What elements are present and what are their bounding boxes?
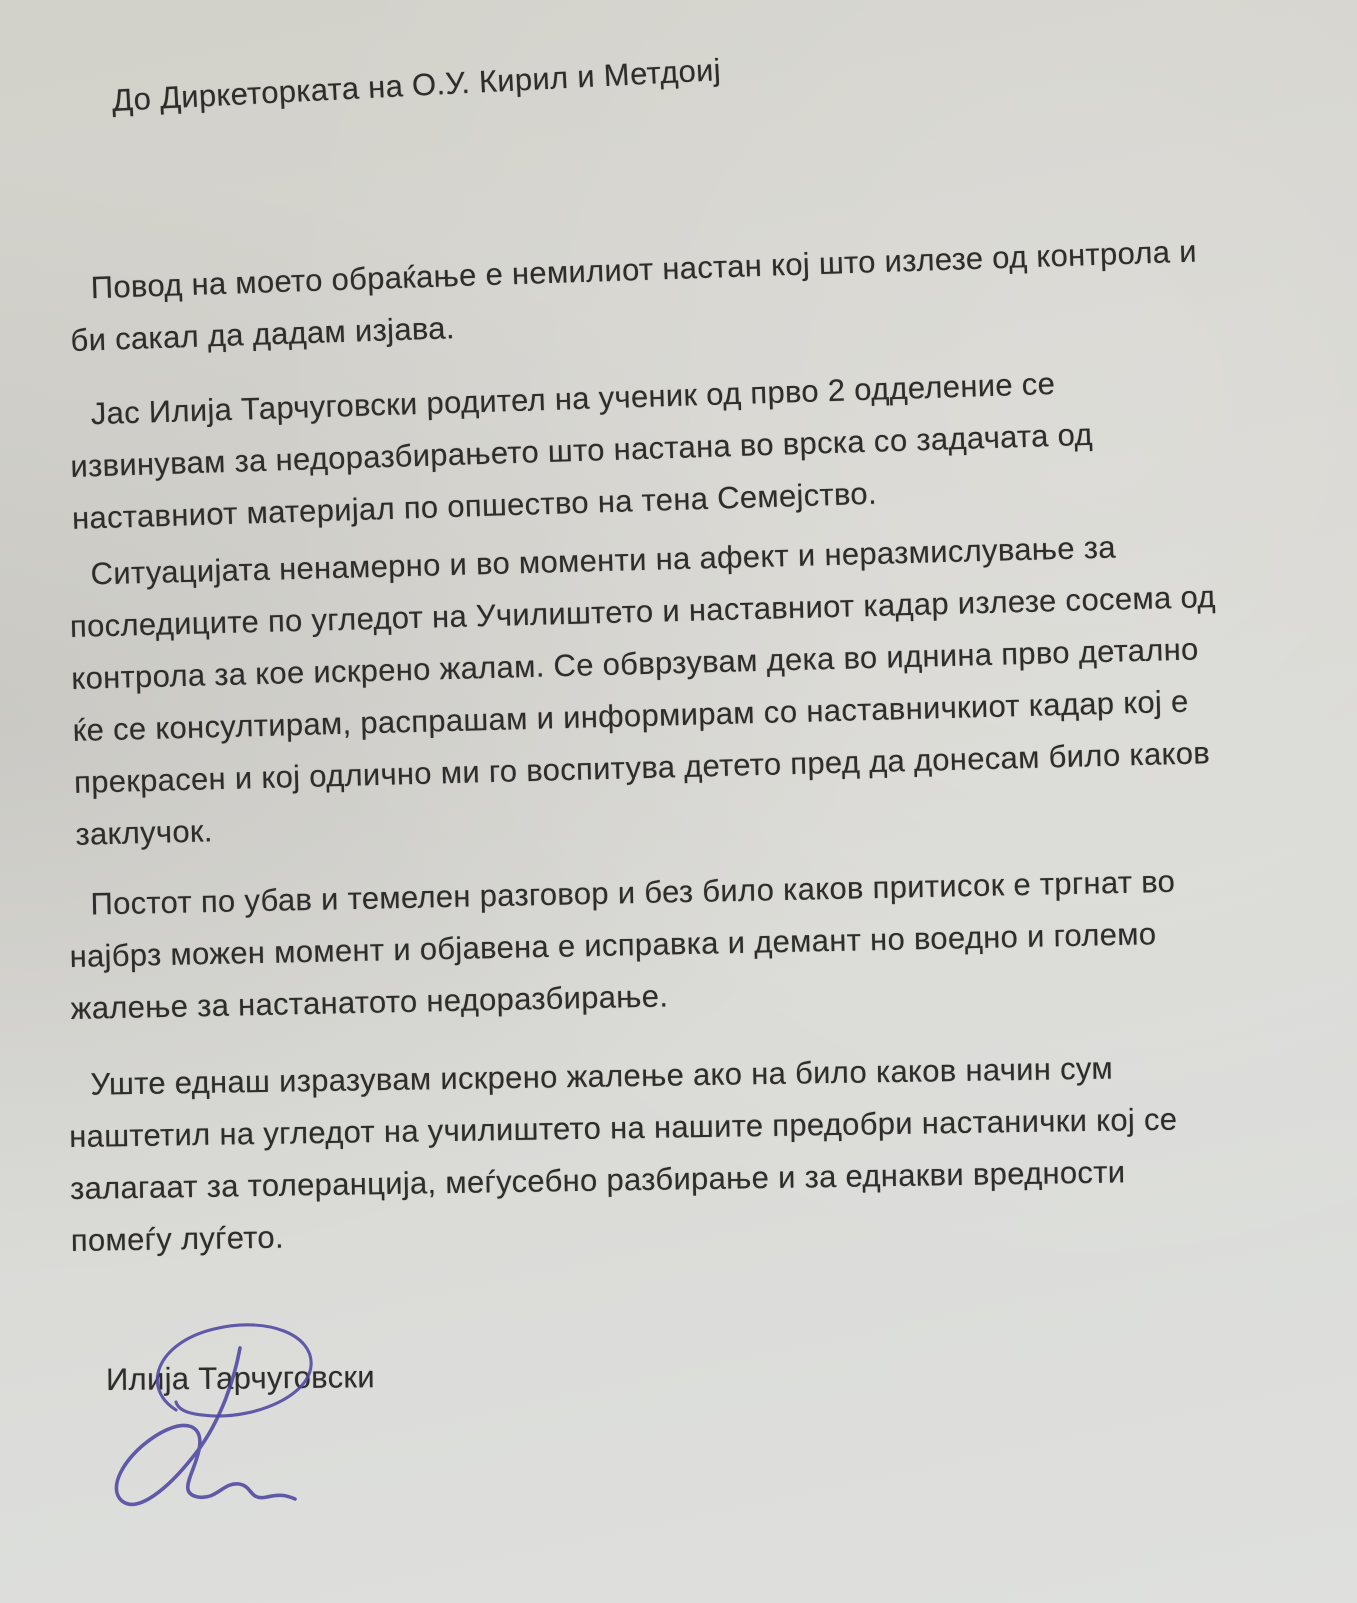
text-line: прекрасен и кој одлично ми го воспитува детето пред да донесам било каков bbox=[73, 735, 1211, 800]
text-line: Јас Илија Тарчуговски родител на ученик од прво 2 одделение се bbox=[90, 366, 1056, 432]
text-line: наштетил на угледот на училиштето на нашите предобри настанички кој се bbox=[68, 1101, 1178, 1154]
text-line: последиците по угледот на Училиштето и наставниот кадар излезе сосема од bbox=[69, 578, 1217, 644]
paragraph-5 bbox=[68, 1042, 1179, 1267]
text-line: Постот по убав и темелен разговор и без било каков притисок е тргнат во bbox=[90, 863, 1176, 922]
paragraph-2 bbox=[68, 357, 1095, 545]
paragraph-1 bbox=[68, 226, 1199, 367]
text-line: Ситуацијата ненамерно и во моменти на афект и неразмислување за bbox=[90, 529, 1117, 592]
paragraph-3 bbox=[68, 519, 1222, 861]
text-line: заклучок. bbox=[75, 813, 214, 852]
text-line: залагаат за толеранција, меѓусебно разбирање и за еднакви вредности bbox=[69, 1154, 1126, 1206]
signature-scribble-icon bbox=[86, 1316, 342, 1540]
text-line: жалење за настанатото недоразбирање. bbox=[70, 978, 669, 1026]
signature-name: Илија Тарчуговски bbox=[105, 1359, 376, 1397]
text-line: наставниот материјал по опшество на тена Семејство. bbox=[71, 475, 878, 536]
text-line: Повод на моето обраќање е немилиот настан кој што излезе од контрола и bbox=[90, 233, 1198, 306]
text-line: најбрз можен момент и објавена е исправка и демант но воедно и големо bbox=[69, 916, 1157, 974]
text-line: извинувам за недоразбирањето што настана во врска со задачата од bbox=[69, 416, 1094, 484]
text-line: ќе се консултирам, распрашам и информирам со наставничкиот кадар кој е bbox=[72, 683, 1189, 748]
text-line: контрола за кое искрено жалам. Се обврзувам дека во иднина прво детално bbox=[70, 631, 1200, 696]
text-line: помеѓу луѓето. bbox=[70, 1219, 285, 1258]
text-line: би сакал да дадам изјава. bbox=[69, 310, 456, 358]
recipient-line: До Диркеторката на О.У. Кирил и Метдоиј bbox=[111, 52, 722, 118]
paragraph-4 bbox=[68, 856, 1178, 1035]
text-line: Уште еднаш изразувам искрено жалење ако на било каков начин сум bbox=[90, 1050, 1114, 1102]
